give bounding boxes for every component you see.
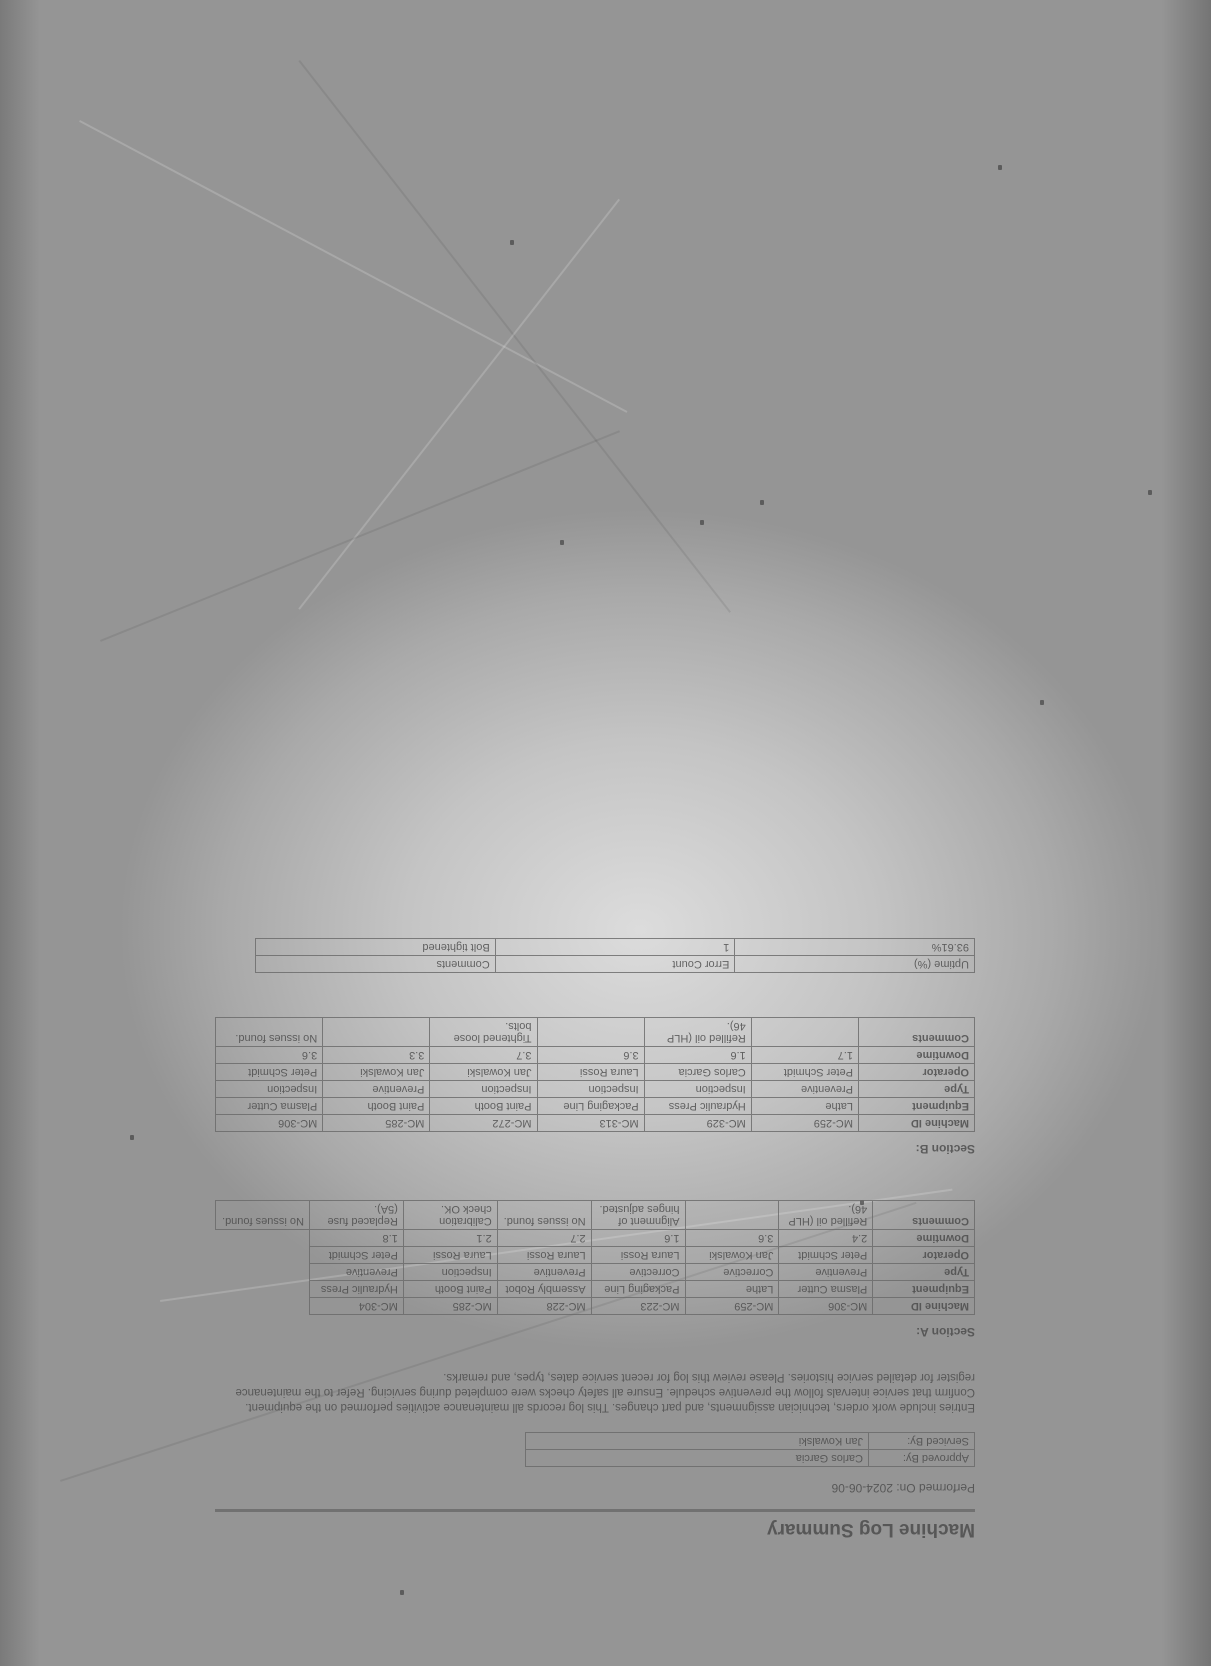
section-a-cell-comments: No issues found. xyxy=(497,1201,591,1230)
summary-value-row xyxy=(256,939,975,956)
section-b-cell-operator: Peter Schmidt xyxy=(216,1064,323,1081)
section-a-cell-operator: Peter Schmidt xyxy=(779,1247,873,1264)
section-b-cell-equipment: Paint Booth xyxy=(430,1098,537,1115)
section-a-row-id xyxy=(216,1298,975,1315)
section-a-cell-id: MC-285 xyxy=(403,1298,497,1315)
summary-header-cell: Uptime (%) xyxy=(735,956,975,973)
section-b-cell-id: MC-306 xyxy=(216,1115,323,1132)
section-a-cell-operator: Peter Schmidt xyxy=(309,1247,403,1264)
section-b-cell-type: Inspection xyxy=(430,1081,537,1098)
section-a-row-comments xyxy=(216,1201,975,1230)
section-a-cell-comments: Calibration check OK. xyxy=(403,1201,497,1230)
section-b-row-header: Machine ID xyxy=(858,1115,974,1132)
signoff-row xyxy=(526,1433,975,1450)
section-b-cell-operator: Jan Kowalski xyxy=(323,1064,430,1081)
section-a-table xyxy=(215,1200,975,1315)
section-a-cell-id: MC-228 xyxy=(497,1298,591,1315)
section-a-cell-type: Corrective xyxy=(591,1264,685,1281)
section-b-row-header: Comments xyxy=(858,1018,974,1047)
paper-edge-shadow-right xyxy=(1161,0,1211,1666)
section-b-row-comments xyxy=(216,1018,975,1047)
section-b-row-header: Operator xyxy=(858,1064,974,1081)
section-a-cell-downtime: 2.7 xyxy=(497,1230,591,1247)
performed-on-label: Performed On: xyxy=(896,1481,975,1495)
section-b-cell-equipment: Packaging Line xyxy=(537,1098,644,1115)
section-b-cell-type: Inspection xyxy=(644,1081,751,1098)
section-b-cell-comments: Refilled oil (HLP 46). xyxy=(644,1018,751,1047)
section-a-cell-id: MC-259 xyxy=(685,1298,779,1315)
section-a-cell-downtime: 2.4 xyxy=(779,1230,873,1247)
dust-speck xyxy=(998,165,1002,170)
section-b-cell-operator: Laura Rossi xyxy=(537,1064,644,1081)
section-b-cell-type: Inspection xyxy=(537,1081,644,1098)
section-a-cell-downtime: 1.8 xyxy=(309,1230,403,1247)
section-a-cell-type: Corrective xyxy=(685,1264,779,1281)
section-a-row-header: Type xyxy=(873,1264,975,1281)
section-b-cell-type: Preventive xyxy=(323,1081,430,1098)
signoff-row xyxy=(526,1450,975,1467)
section-b-cell-downtime: 1.7 xyxy=(751,1047,858,1064)
section-a-cell-operator: Laura Rossi xyxy=(497,1247,591,1264)
section-b-cell-downtime: 1.6 xyxy=(644,1047,751,1064)
section-b-cell-comments: Tightened loose bolts. xyxy=(430,1018,537,1047)
section-a-cell-downtime: 1.6 xyxy=(591,1230,685,1247)
summary-value-cell: Bolt tightened xyxy=(256,939,496,956)
summary-table xyxy=(255,938,975,973)
intro-paragraph: Entries include work orders, technician assignments, and part changes. This log records all maintenance activities performed on the equipment. Confirm that service intervals follow the preventive schedule. Ensure all safety checks were completed during servicing. Refer to the maintenance register for detailed service histories. Please review this log for recent service dates, types, and remarks. xyxy=(235,1371,975,1413)
section-b-cell-id: MC-259 xyxy=(751,1115,858,1132)
section-b-cell-equipment: Lathe xyxy=(751,1098,858,1115)
section-b-cell-type: Preventive xyxy=(751,1081,858,1098)
section-b-cell-id: MC-313 xyxy=(537,1115,644,1132)
serviced-by-value: Jan Kowalski xyxy=(526,1433,869,1450)
section-a-cell-comments: Refilled oil (HLP 46). xyxy=(779,1201,873,1230)
section-b-cell-operator: Jan Kowalski xyxy=(430,1064,537,1081)
section-a-cell-equipment: Hydraulic Press xyxy=(309,1281,403,1298)
summary-header-cell: Error Count xyxy=(495,956,735,973)
section-a-row-header: Equipment xyxy=(873,1281,975,1298)
section-b-row-id xyxy=(216,1115,975,1132)
performed-on-value: 2024-06-06 xyxy=(831,1481,893,1495)
section-b-row-header: Type xyxy=(858,1081,974,1098)
performed-on-line xyxy=(215,1481,975,1495)
section-a-cell-id: MC-223 xyxy=(591,1298,685,1315)
section-a-cell-id: MC-306 xyxy=(779,1298,873,1315)
section-b-cell-downtime: 3.6 xyxy=(216,1047,323,1064)
section-a-cell-id: MC-304 xyxy=(309,1298,403,1315)
section-a-cell-comments: Replaced fuse (5A). xyxy=(309,1201,403,1230)
section-a-row-downtime xyxy=(216,1230,975,1247)
section-b-row-downtime xyxy=(216,1047,975,1064)
section-b-label: Section B: xyxy=(915,1142,975,1156)
approved-by-value: Carlos Garcia xyxy=(526,1450,869,1467)
section-a-row-operator xyxy=(216,1247,975,1264)
section-a-cell-operator: Jan Kowalski xyxy=(685,1247,779,1264)
section-a-cell-downtime: 3.6 xyxy=(685,1230,779,1247)
section-b-cell-type: Inspection xyxy=(216,1081,323,1098)
dust-speck xyxy=(400,1590,404,1595)
approved-by-label: Approved By: xyxy=(869,1450,975,1467)
section-b-cell-comments xyxy=(323,1018,430,1047)
serviced-by-label: Serviced By: xyxy=(869,1433,975,1450)
section-a-cell-equipment: Assembly Robot xyxy=(497,1281,591,1298)
section-b-row-operator xyxy=(216,1064,975,1081)
section-b-table xyxy=(215,1017,975,1132)
section-b-cell-downtime: 3.7 xyxy=(430,1047,537,1064)
section-a-cell-comments xyxy=(685,1201,779,1230)
dust-speck xyxy=(1148,490,1152,495)
section-a-cell-operator: Laura Rossi xyxy=(591,1247,685,1264)
dust-speck xyxy=(510,240,514,245)
section-b-cell-operator: Carlos Garcia xyxy=(644,1064,751,1081)
section-b-cell-comments xyxy=(751,1018,858,1047)
summary-value-cell: 93.61% xyxy=(735,939,975,956)
section-b-cell-comments: No issues found. xyxy=(216,1018,323,1047)
section-b-cell-id: MC-285 xyxy=(323,1115,430,1132)
section-a-cell-equipment: Packaging Line xyxy=(591,1281,685,1298)
section-b-row-header: Equipment xyxy=(858,1098,974,1115)
section-a-label: Section A: xyxy=(916,1325,975,1339)
section-a-cell-equipment: Lathe xyxy=(685,1281,779,1298)
section-a-row-header: Comments xyxy=(873,1201,975,1230)
section-a-row-header: Machine ID xyxy=(873,1298,975,1315)
section-a-cell-type: Preventive xyxy=(309,1264,403,1281)
summary-header-cell: Comments xyxy=(256,956,496,973)
paper-edge-shadow-left xyxy=(0,0,40,1666)
section-a-cell-operator: Laura Rossi xyxy=(403,1247,497,1264)
page-title: Machine Log Summary xyxy=(767,1519,975,1540)
section-a-cell-type: Inspection xyxy=(403,1264,497,1281)
section-a-cell-type: Preventive xyxy=(779,1264,873,1281)
paper-crease xyxy=(79,120,627,413)
section-b-cell-id: MC-272 xyxy=(430,1115,537,1132)
summary-header-row xyxy=(256,956,975,973)
section-b-cell-equipment: Plasma Cutter xyxy=(216,1098,323,1115)
section-a-cell-downtime: 2.1 xyxy=(403,1230,497,1247)
section-b-cell-downtime: 3.3 xyxy=(323,1047,430,1064)
section-a-row-equipment xyxy=(216,1281,975,1298)
section-b-cell-equipment: Hydraulic Press xyxy=(644,1098,751,1115)
section-b-cell-equipment: Paint Booth xyxy=(323,1098,430,1115)
section-b-cell-operator: Peter Schmidt xyxy=(751,1064,858,1081)
title-divider xyxy=(215,1509,975,1512)
section-b-row-type xyxy=(216,1081,975,1098)
section-b-cell-comments xyxy=(537,1018,644,1047)
section-a-cell-comments: No issues found. xyxy=(216,1201,310,1230)
section-b-cell-downtime: 3.6 xyxy=(537,1047,644,1064)
section-a-row-header: Downtime xyxy=(873,1230,975,1247)
signoff-table xyxy=(525,1432,975,1467)
section-a-row-type xyxy=(216,1264,975,1281)
section-a-cell-type: Preventive xyxy=(497,1264,591,1281)
section-b-cell-id: MC-329 xyxy=(644,1115,751,1132)
section-a-cell-equipment: Plasma Cutter xyxy=(779,1281,873,1298)
section-a-cell-comments: Alignment of hinges adjusted. xyxy=(591,1201,685,1230)
machine-log-document xyxy=(215,480,975,1540)
section-b-row-header: Downtime xyxy=(858,1047,974,1064)
section-a-row-header: Operator xyxy=(873,1247,975,1264)
dust-speck xyxy=(1040,700,1044,705)
summary-value-cell: 1 xyxy=(495,939,735,956)
dust-speck xyxy=(130,1135,134,1140)
section-a-cell-equipment: Paint Booth xyxy=(403,1281,497,1298)
section-b-row-equipment xyxy=(216,1098,975,1115)
